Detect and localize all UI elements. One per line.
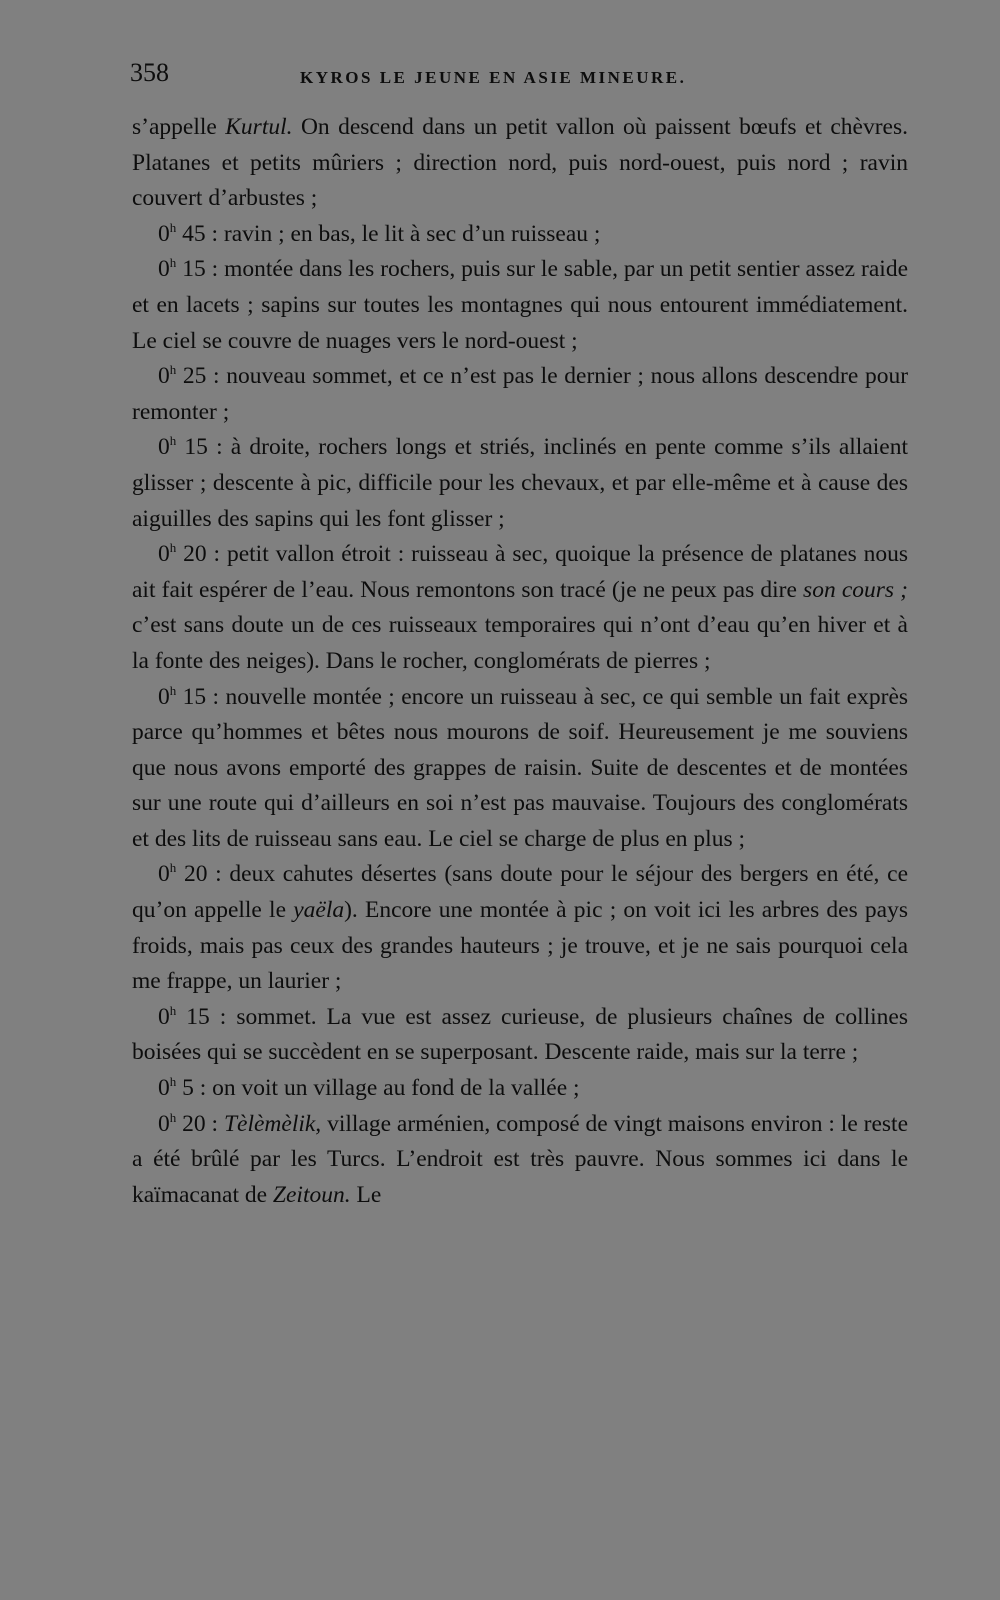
time-unit: h (169, 219, 177, 235)
text-run: on voit un village au fond de la vallée ; (212, 1075, 580, 1102)
running-head: KYROS LE JEUNE EN ASIE MINEURE. (300, 68, 687, 87)
time-minutes: 15 (186, 1003, 210, 1030)
time-marker: 0$^h$ 15 : (158, 682, 226, 710)
itinerary-entry (132, 1071, 908, 1107)
text-run: ravin ; en bas, le lit à sec d’un ruisseau ; (223, 220, 601, 247)
itinerary-entry (132, 252, 908, 359)
time-minutes: 15 (182, 256, 206, 283)
time-marker: 0$^h$ 20 : (158, 540, 227, 568)
itinerary-entry (132, 217, 908, 253)
time-unit: h (169, 540, 177, 556)
time-hours: 0 (158, 861, 170, 888)
time-unit: h (169, 433, 177, 449)
italic-text: Zeitoun. (272, 1181, 351, 1208)
text-run: sommet. La vue est assez curieuse, de plusieurs chaînes de collines boisées qui se succèdent en se superposant. Descente raide, mais sur la terre ; (132, 1003, 909, 1066)
itinerary-entry (132, 537, 908, 679)
page-number: 358 (130, 58, 169, 87)
time-unit: h (169, 682, 177, 698)
time-minutes: 20 (183, 861, 208, 888)
time-hours: 0 (158, 1003, 170, 1030)
time-marker: 0$^h$ 15 : (158, 255, 225, 283)
time-marker: 0$^h$ 20 : (158, 1109, 224, 1137)
time-hours: 0 (158, 683, 170, 710)
text-run: à droite, rochers longs et striés, inclinés en pente comme s’ils allaient glisser ; descente à pic, difficile pour les chevaux, et par elle-même et à cause des aiguilles des sapins qui les font glisser ; (132, 434, 908, 532)
italic-text: Tèlèmèlik, (223, 1110, 322, 1137)
time-hours: 0 (158, 220, 170, 247)
time-marker: 0$^h$ 15 : (158, 1002, 237, 1030)
itinerary-entry (132, 359, 908, 430)
text-run: On descend dans un petit vallon où paissent bœufs et chèvres. Platanes et petits mûriers ; direction nord, puis nord-ouest, puis nord ; ravin couvert d’arbustes ; (132, 114, 908, 212)
time-minutes: 20 (182, 1110, 206, 1137)
body-text (132, 110, 908, 1213)
itinerary-entry (132, 1107, 908, 1214)
time-hours: 0 (158, 1110, 170, 1137)
time-unit: h (169, 255, 177, 271)
time-marker: 0$^h$ 25 : (158, 362, 227, 390)
time-hours: 0 (158, 256, 170, 283)
text-run: nouvelle montée ; encore un ruisseau à sec, ce qui semble un fait exprès parce qu’hommes et bêtes nous mourons de soif. Heureusement je me souviens que nous avons emporté des grappes de raisin. Suite de descentes et de montées sur une route qui d’ailleurs en soi n’est pas mauvaise. Toujours des conglomérats et des lits de ruisseau sans eau. Le ciel se charge de plus en plus ; (132, 683, 909, 852)
itinerary-entry (132, 680, 908, 858)
time-minutes: 15 (184, 434, 208, 461)
time-minutes: 45 (182, 220, 206, 247)
itinerary-entry (132, 430, 908, 537)
time-minutes: 25 (182, 363, 207, 390)
time-hours: 0 (158, 1075, 170, 1102)
text-run: nouveau sommet, et ce n’est pas le dernier ; nous allons descendre pour remonter ; (132, 363, 909, 425)
text-run: village arménien, composé de vingt maisons environ : le reste a été brûlé par les Turcs. L’endroit est très pauvre. Nous sommes ici dans le kaïmacanat de (132, 1110, 909, 1208)
text-run: Le (350, 1181, 382, 1208)
text-run: c’est sans doute un de ces ruisseaux temporaires qui n’ont d’eau qu’en hiver et à la fonte des neiges). Dans le rocher, conglomérats de pierres ; (132, 612, 908, 674)
time-minutes: 5 (182, 1075, 194, 1102)
italic-text: yaëla (293, 897, 345, 924)
text-run: s’appelle (132, 114, 226, 140)
itinerary-entry (132, 1000, 908, 1071)
time-marker: 0$^h$ 20 : (158, 860, 230, 888)
text-run: ). Encore une montée à pic ; on voit ici les arbres des pays froids, mais pas ceux des grandes hauteurs ; je trouve, et je ne sais pourquoi cela me frappe, un laurier ; (132, 897, 908, 995)
time-marker: 0$^h$ 15 : (158, 433, 231, 461)
time-hours: 0 (158, 434, 170, 461)
time-unit: h (169, 1074, 177, 1090)
time-marker: 0$^h$ 5 : (158, 1074, 213, 1102)
time-minutes: 15 (182, 683, 207, 710)
time-unit: h (169, 1002, 177, 1018)
text-run: deux cahutes désertes (sans doute pour le séjour des bergers en été, ce qu’on appelle le (132, 861, 908, 924)
itinerary-entry (132, 857, 908, 999)
time-unit: h (169, 362, 177, 378)
time-unit: h (169, 860, 177, 876)
text-run: petit vallon étroit : ruisseau à sec, quoique la présence de platanes nous ait fait espérer de l’eau. Nous remontons son tracé (je ne peux pas dire (132, 541, 908, 603)
italic-text: Kurtul. (225, 114, 293, 140)
time-unit: h (169, 1109, 177, 1125)
time-marker: 0$^h$ 45 : (158, 219, 224, 247)
time-minutes: 20 (183, 541, 207, 568)
italic-text: son cours ; (803, 576, 908, 603)
time-hours: 0 (158, 541, 170, 568)
continuation-paragraph (132, 110, 908, 217)
text-run: montée dans les rochers, puis sur le sable, par un petit sentier assez raide et en lacets ; sapins sur toutes les montagnes qui nous entourent immédiatement. Le ciel se couvre de nuages vers le nord-ouest ; (132, 256, 909, 354)
time-hours: 0 (158, 363, 170, 390)
